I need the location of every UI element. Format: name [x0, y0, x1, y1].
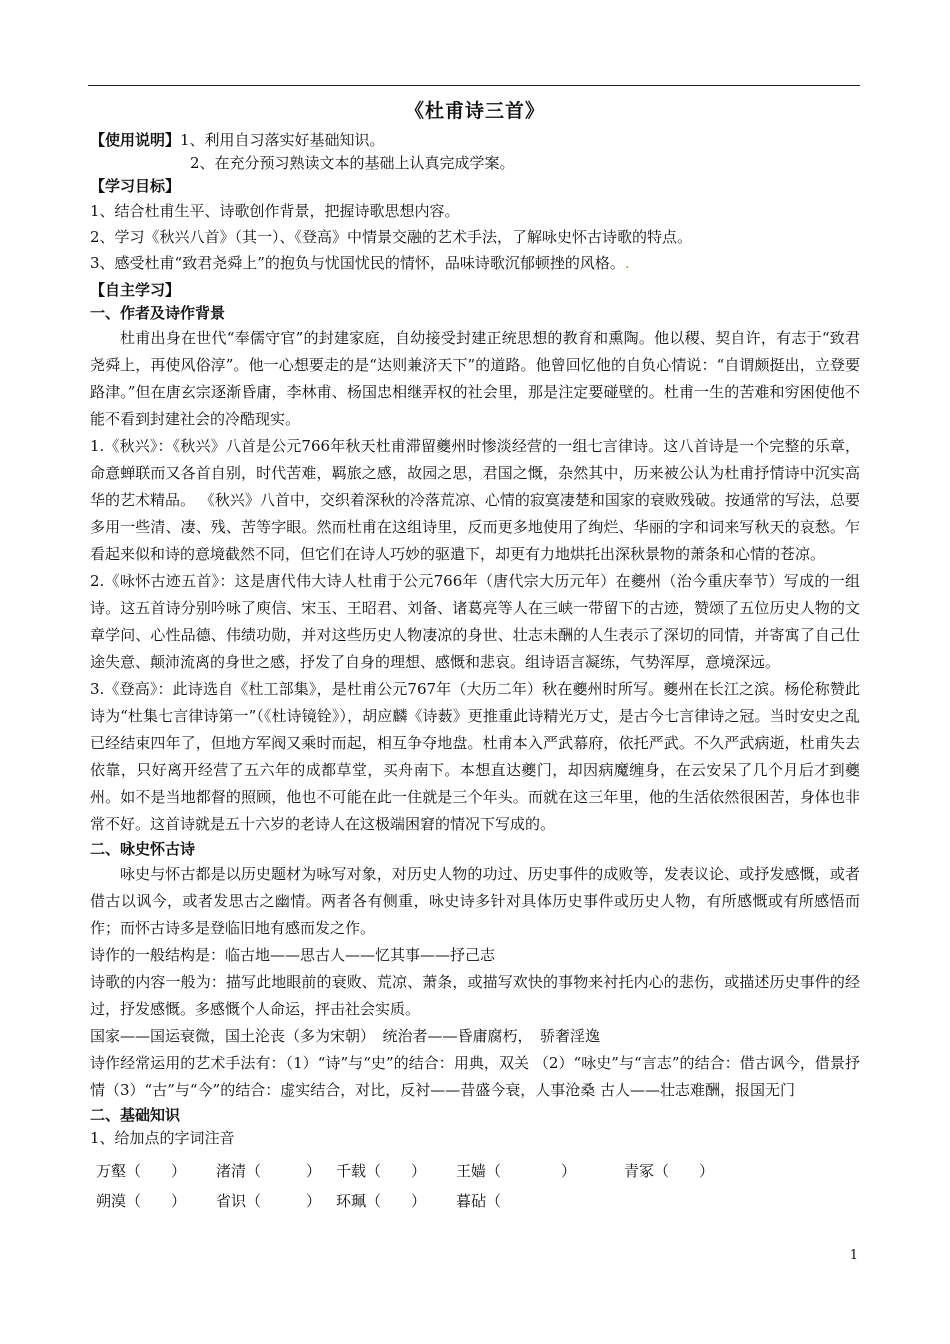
self-study-label: 【自主学习】 — [90, 281, 181, 299]
country-line: 国家——国运衰微，国土沦丧（多为宋朝） 统治者——昏庸腐朽， 骄奢淫逸 — [90, 1027, 601, 1045]
vocab-item: 暮砧（ — [456, 1192, 547, 1210]
usage-line-2 — [90, 152, 860, 175]
vocab-item: 千载（ ） — [336, 1162, 427, 1180]
goal-item: 1、结合杜甫生平、诗歌创作背景，把握诗歌思想内容。 — [90, 202, 460, 220]
header-rule — [88, 85, 860, 86]
page-number: 1 — [849, 1248, 858, 1263]
section3-heading: 二、基础知识 — [90, 1106, 181, 1124]
usage-line-1 — [90, 129, 860, 152]
poem-note-qiuxing: 1.《秋兴》：《秋兴》八首是公元766年秋天杜甫滞留夔州时惨淡经营的一组七言律诗。这八首诗是一个完整的乐章，命意蝉联而又各首自别，时代苦难，羁旅之感，故园之思，君国之慨，杂然其中，历来被公认为杜甫抒情诗中沉实高华的艺术精品。 《秋兴》八首中，交织着深秋的冷落荒凉、心情的寂寞凄楚和国家的衰败残破。按通常的写法，总要多用一些清、凄、残、苦等字眼。然而杜甫在这组诗里，反而更多地使用了绚烂、华丽的字和词来写秋天的哀愁。乍看起来似和诗的意境截然不同，但它们在诗人巧妙的驱遣下，却更有力地烘托出深秋景物的萧条和心情的苍凉。 — [90, 437, 860, 563]
goals-label: 【学习目标】 — [90, 177, 181, 195]
techniques-line: 诗作经常运用的艺术手法有：（1）“诗”与“史”的结合：用典，双关 （2）“咏史”与“言志”的结合：借古讽今，借景抒情（3）“古”与“今”的结合：虚实结合，对比，反衬——昔盛今衰，人事沧桑 古人——壮志难酬，报国无门 — [90, 1054, 860, 1099]
vocab-item: 省识（ ） — [216, 1192, 322, 1210]
vocab-item: 环珮（ ） — [336, 1192, 427, 1210]
poem-note-denggao: 3.《登高》：此诗选自《杜工部集》，是杜甫公元767年（大历二年）秋在夔州时所写。夔州在长江之滨。杨伦称赞此诗为“杜集七言律诗第一”（《杜诗镜铨》），胡应麟《诗薮》更推重此诗精光万丈，是古今七言律诗之冠。当时安史之乱已经结束四年了，但地方军阀又乘时而起，相互争夺地盘。杜甫本入严武幕府，依托严武。不久严武病逝，杜甫失去依靠，只好离开经营了五六年的成都草堂，买舟南下。本想直达夔门，却因病魔缠身，在云安呆了几个月后才到夔州。如不是当地都督的照顾，他也不可能在此一住就是三个年头。而就在这三年里，他的生活依然很困苦，身体也非常不好。这首诗就是五十六岁的老诗人在这极端困窘的情况下写成的。 — [90, 680, 860, 833]
vocab-row — [90, 1156, 860, 1186]
section1-heading: 一、作者及诗作背景 — [90, 304, 226, 322]
content-line: 诗歌的内容一般为：描写此地眼前的衰败、荒凉、萧条，或描写欢快的事物来衬托内心的悲伤，或描述历史事件的经过，抒发感慨。多感慨个人命运，抨击社会实质。 — [90, 973, 860, 1018]
goal-item-text: 3、感受杜甫“致君尧舜上”的抱负与忧国忧民的情怀，品味诗歌沉郁顿挫的风格。 — [90, 254, 625, 272]
document-page — [90, 96, 860, 1216]
goal-item — [90, 250, 860, 276]
vocab-item: 渚清（ ） — [216, 1162, 322, 1180]
section2-intro: 咏史与怀古都是以历史题材为咏写对象，对历史人物的功过、历史事件的成败等，发表议论、或抒发感慨，或者借古以讽今，或者发思古之幽情。两者各有侧重，咏史诗多针对具体历史事件或历史人物，有所感慨或有所感悟而作；而怀古诗多是登临旧地有感而发之作。 — [90, 865, 860, 937]
vocab-item: 青冢（ ） — [624, 1162, 715, 1180]
vocab-item: 王嫱（ ） — [456, 1162, 577, 1180]
goal-item: 2、学习《秋兴八首》（其一）、《登高》中情景交融的艺术手法，了解咏史怀古诗歌的特点。 — [90, 228, 693, 246]
vocab-item: 朔漠（ ） — [96, 1192, 187, 1210]
page-title: 《杜甫诗三首》 — [404, 100, 545, 122]
vocab-prompt: 1、给加点的字词注音 — [90, 1129, 235, 1147]
usage-item: 1、利用自习落实好基础知识。 — [180, 131, 385, 149]
section2-heading: 二、咏史怀古诗 — [90, 840, 196, 858]
poem-note-yonghuai: 2.《咏怀古迹五首》：这是唐代伟大诗人杜甫于公元766年（唐代宗大历元年）在夔州（治今重庆奉节）写成的一组诗。这五首诗分别吟咏了庾信、宋玉、王昭君、刘备、诸葛亮等人在三峡一带留下的古迹，赞颂了五位历史人物的文章学问、心性品德、伟绩功勋，并对这些历史人物凄凉的身世、壮志未酬的人生表示了深切的同情，并寄寓了自己仕途失意、颠沛流离的身世之感，抒发了自身的理想、感慨和悲哀。组诗语言凝练，气势浑厚，意境深远。 — [90, 572, 860, 671]
vocab-row — [90, 1186, 860, 1216]
structure-line: 诗作的一般结构是：临古地——思古人——忆其事——抒己志 — [90, 946, 496, 964]
usage-label: 【使用说明】 — [90, 131, 181, 149]
vocab-item: 万壑（ ） — [96, 1162, 187, 1180]
stray-mark: . — [624, 254, 630, 272]
vocab-table — [90, 1156, 860, 1216]
usage-item: 2、在充分预习熟读文本的基础上认真完成学案。 — [190, 154, 515, 172]
author-intro: 杜甫出身在世代“奉儒守官”的封建家庭，自幼接受封建正统思想的教育和熏陶。他以稷、契自许，有志于“致君尧舜上，再使风俗淳”。他一心想要走的是“达则兼济天下”的道路。他曾回忆他的自负心情说：“自谓颇挺出，立登要路津。”但在唐玄宗逐渐昏庸，李林甫、杨国忠相继弄权的社会里，那是注定要碰壁的。杜甫一生的苦难和穷困使他不能不看到封建社会的冷酷现实。 — [90, 329, 860, 428]
